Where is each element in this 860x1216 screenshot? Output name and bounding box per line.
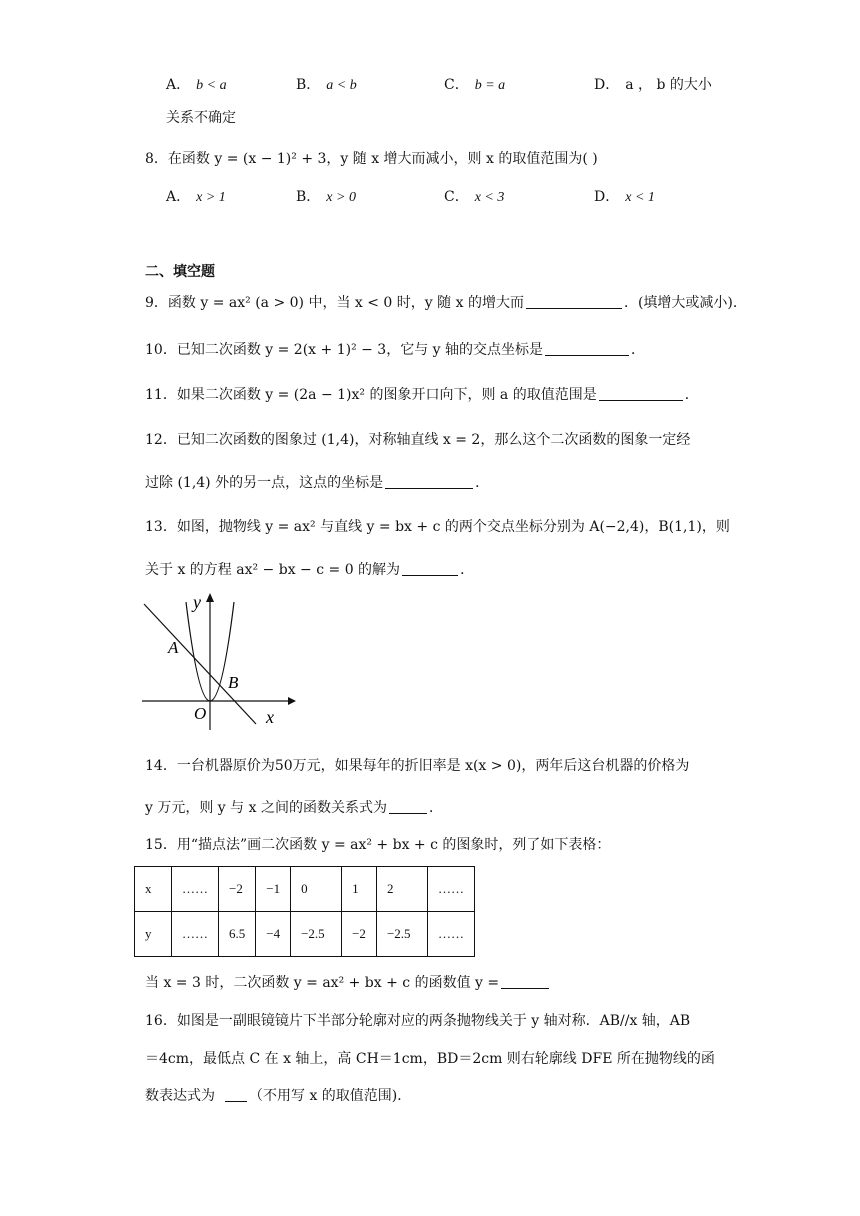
q13-line2: 关于 x 的方程 ax² − bx − c = 0 的解为 ． — [145, 562, 475, 578]
q16-blank — [225, 1087, 247, 1102]
label-a: A — [168, 638, 179, 657]
table-cell: 0 — [291, 867, 342, 912]
q8-option-b: B． x > 0 — [296, 189, 356, 205]
table-cell: −4 — [256, 912, 291, 957]
label-o: O — [194, 704, 207, 723]
table-cell: −2.5 — [376, 912, 427, 957]
y-axis-arrow — [206, 593, 214, 602]
q16-line1: 16．如图是一副眼镜镜片下半部分轮廓对应的两条抛物线关于 y 轴对称．AB//x 轴，AB — [145, 1013, 691, 1029]
q15-table — [134, 866, 475, 957]
q12-line1: 12．已知二次函数的图象过 (1,4)，对称轴直线 x = 2，那么这个二次函数的图象一定经 — [145, 432, 691, 448]
q16-line2: ＝4cm，最低点 C 在 x 轴上，高 CH＝1cm，BD＝2cm 则右轮廓线 DFE 所在抛物线的函 — [145, 1051, 715, 1067]
q10-blank — [545, 341, 629, 356]
table-cell: 6.5 — [219, 912, 256, 957]
table-row-x — [135, 867, 475, 912]
q11: 11．如果二次函数 y = (2a − 1)x² 的图象开口向下，则 a 的取值范围是 ． — [145, 387, 699, 403]
q7-option-d-cont: 关系不确定 — [166, 110, 236, 126]
q8-option-a: A． x > 1 — [166, 189, 226, 205]
q7-option-a: A． b < a — [166, 77, 227, 93]
table-cell: 1 — [342, 867, 377, 912]
label-y: y — [193, 592, 201, 612]
table-cell: −1 — [256, 867, 291, 912]
q11-blank — [599, 386, 683, 401]
table-cell: …… — [172, 912, 219, 957]
q14-line1: 14．一台机器原价为50万元，如果每年的折旧率是 x(x > 0)，两年后这台机器的价格为 — [145, 758, 690, 774]
table-cell: …… — [427, 867, 474, 912]
label-x: x — [266, 707, 274, 727]
table-cell: …… — [172, 867, 219, 912]
q9-blank — [526, 294, 622, 309]
q15-stem: 15．用“描点法”画二次函数 y = ax² + bx + c 的图象时，列了如下表格： — [145, 837, 611, 853]
q13-blank — [402, 561, 458, 576]
section-title: 二、填空题 — [145, 264, 215, 280]
q14-line2: y 万元，则 y 与 x 之间的函数关系式为 ． — [145, 800, 443, 816]
q8-option-c: C． x < 3 — [444, 189, 505, 205]
q15-after: 当 x = 3 时，二次函数 y = ax² + bx + c 的函数值 y = — [145, 972, 551, 992]
table-cell: −2.5 — [291, 912, 342, 957]
q14-blank — [389, 799, 427, 814]
x-axis-arrow — [288, 697, 296, 705]
label-b: B — [228, 673, 239, 692]
q7-option-d: D． a ， b 的大小 — [594, 77, 712, 93]
q16-line3: 数表达式为 （不用写 x 的取值范围)． — [145, 1088, 412, 1104]
q8-option-d: D． x < 1 — [594, 189, 655, 205]
table-cell: 2 — [376, 867, 427, 912]
table-cell: −2 — [219, 867, 256, 912]
q12-line2: 过除 (1,4) 外的另一点，这点的坐标是 ． — [145, 475, 490, 491]
q10: 10．已知二次函数 y = 2(x + 1)² − 3，它与 y 轴的交点坐标是 ． — [145, 342, 646, 358]
q9: 9．函数 y = ax² (a > 0) 中，当 x < 0 时，y 随 x 的增大而 ．(填增大或减小)． — [145, 295, 747, 311]
table-cell: y — [135, 912, 172, 957]
table-row-y — [135, 912, 475, 957]
q7-option-c: C． b = a — [444, 77, 506, 93]
q15-blank — [501, 974, 549, 989]
table-cell: x — [135, 867, 172, 912]
q7-option-b: B． a < b — [296, 77, 357, 93]
q13-figure — [138, 590, 298, 734]
q12-blank — [385, 474, 473, 489]
table-cell: …… — [427, 912, 474, 957]
q13-line1: 13．如图，抛物线 y = ax² 与直线 y = bx + c 的两个交点坐标分别为 A(−2,4)，B(1,1)，则 — [145, 519, 730, 535]
table-cell: −2 — [342, 912, 377, 957]
q8-stem: 8．在函数 y = (x − 1)² + 3，y 随 x 增大而减小，则 x 的取值范围为( ) — [145, 151, 598, 167]
